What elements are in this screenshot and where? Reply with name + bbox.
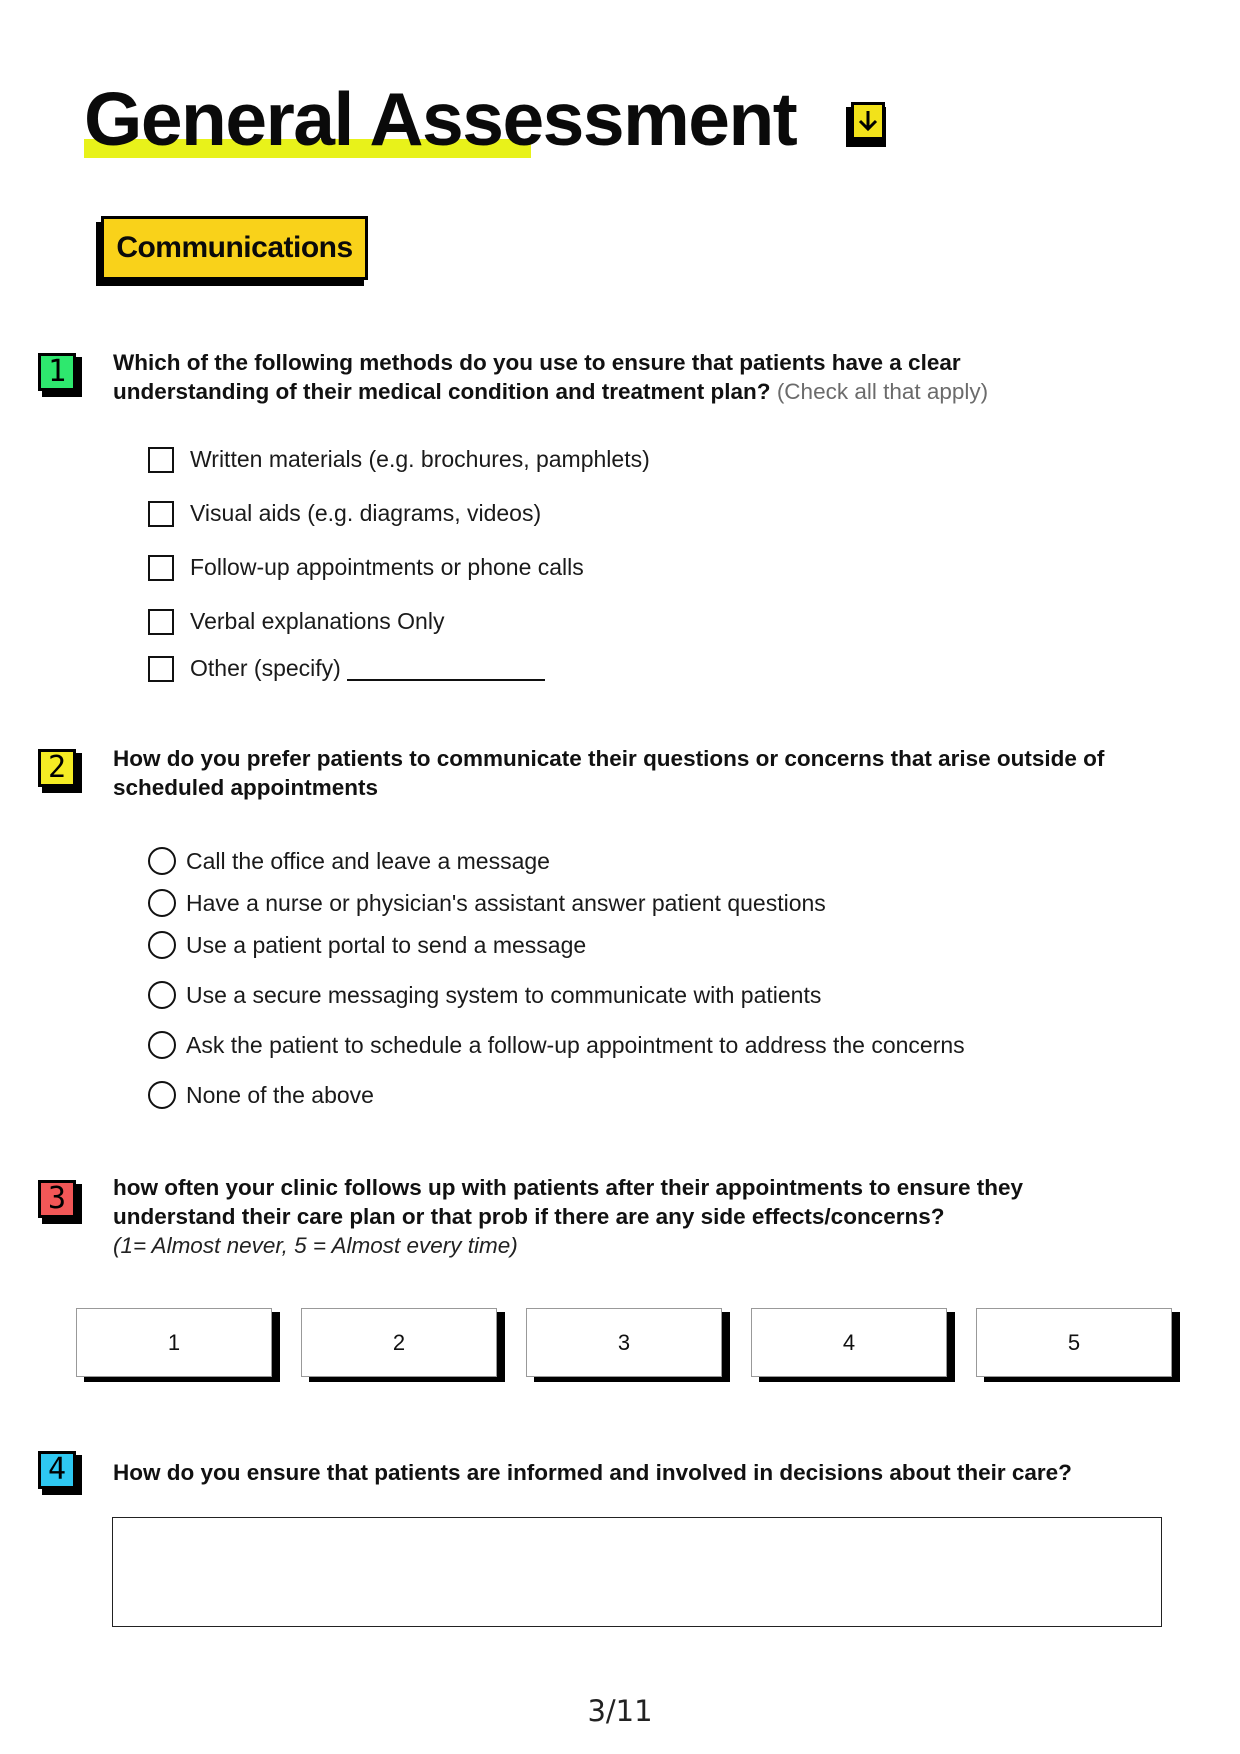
checkbox[interactable] <box>148 555 174 581</box>
option-label: Other (specify) <box>190 655 341 681</box>
q1-option-verbal-explanations[interactable] <box>148 608 444 635</box>
question-4-number: 4 <box>38 1451 76 1489</box>
question-3-number: 3 <box>38 1180 76 1218</box>
question-4-answer-field[interactable] <box>112 1517 1162 1627</box>
scale-option-5[interactable] <box>976 1308 1180 1382</box>
scale-option-label: 5 <box>976 1308 1172 1377</box>
q1-option-other[interactable] <box>148 655 545 682</box>
question-2-prompt: How do you prefer patients to communicate their questions or concerns that arise outside of scheduled appointments <box>113 746 1105 800</box>
question-4-number-badge <box>38 1451 84 1497</box>
scale-option-3[interactable] <box>526 1308 730 1382</box>
q1-option-follow-up[interactable] <box>148 554 584 581</box>
question-1-number: 1 <box>38 353 76 391</box>
question-1-number-badge <box>38 353 84 399</box>
checkbox[interactable] <box>148 609 174 635</box>
option-label: None of the above <box>186 1081 374 1108</box>
question-2-number-badge <box>38 749 84 795</box>
checkbox[interactable] <box>148 447 174 473</box>
option-label: Use a patient portal to send a message <box>186 931 587 958</box>
question-3-number-badge <box>38 1180 84 1226</box>
checkbox[interactable] <box>148 656 174 682</box>
other-specify-blank[interactable] <box>347 657 545 681</box>
radio-button[interactable] <box>148 889 176 917</box>
option-label: Have a nurse or physician's assistant answer patient questions <box>186 889 826 916</box>
option-label: Written materials (e.g. brochures, pamphlets) <box>190 446 650 472</box>
question-2-number: 2 <box>38 749 76 787</box>
option-label: Ask the patient to schedule a follow-up appointment to address the concerns <box>186 1031 965 1058</box>
option-label: Verbal explanations Only <box>190 608 445 634</box>
q1-option-written-materials[interactable] <box>148 446 650 473</box>
option-label: Visual aids (e.g. diagrams, videos) <box>190 500 542 526</box>
option-label: Call the office and leave a message <box>186 847 550 874</box>
checkbox[interactable] <box>148 501 174 527</box>
radio-button[interactable] <box>148 847 176 875</box>
radio-button[interactable] <box>148 1031 176 1059</box>
q1-option-visual-aids[interactable] <box>148 500 541 527</box>
scale-option-label: 1 <box>76 1308 272 1377</box>
q2-option-nurse-assistant[interactable] <box>148 889 826 917</box>
option-label: Follow-up appointments or phone calls <box>190 554 584 580</box>
radio-button[interactable] <box>148 981 176 1009</box>
scale-option-label: 3 <box>526 1308 722 1377</box>
page-number: 3/11 <box>587 1694 653 1728</box>
question-3-text <box>113 1173 1033 1260</box>
q2-option-patient-portal[interactable] <box>148 931 586 959</box>
download-arrow-icon <box>851 102 885 140</box>
section-badge <box>96 216 368 286</box>
question-1-hint: (Check all that apply) <box>776 379 989 404</box>
download-button[interactable] <box>846 102 894 150</box>
q2-option-none[interactable] <box>148 1081 374 1109</box>
section-title: Communications <box>101 216 368 280</box>
radio-button[interactable] <box>148 1081 176 1109</box>
scale-option-1[interactable] <box>76 1308 280 1382</box>
question-2-text <box>113 744 1143 802</box>
question-3-scale-hint: (1= Almost never, 5 = Almost every time) <box>113 1233 518 1258</box>
question-4-text <box>113 1458 1143 1487</box>
title-block <box>84 74 796 184</box>
scale-option-label: 4 <box>751 1308 947 1377</box>
scale-option-4[interactable] <box>751 1308 955 1382</box>
option-label: Use a secure messaging system to communicate with patients <box>186 981 822 1008</box>
question-1-prompt: Which of the following methods do you use to ensure that patients have a clear understanding of their medical condition and treatment plan? <box>113 350 961 404</box>
q2-option-call-office[interactable] <box>148 847 550 875</box>
scale-option-label: 2 <box>301 1308 497 1377</box>
q2-option-secure-messaging[interactable] <box>148 981 821 1009</box>
question-3-prompt: how often your clinic follows up with patients after their appointments to ensure they understand their care plan or that prob if there are any side effects/concerns? <box>113 1175 1024 1229</box>
scale-option-2[interactable] <box>301 1308 505 1382</box>
radio-button[interactable] <box>148 931 176 959</box>
q2-option-schedule-follow-up[interactable] <box>148 1031 965 1059</box>
page-title: General Assessment <box>84 77 797 161</box>
question-1-text <box>113 348 1013 406</box>
question-4-prompt: How do you ensure that patients are informed and involved in decisions about their care? <box>113 1460 1072 1485</box>
